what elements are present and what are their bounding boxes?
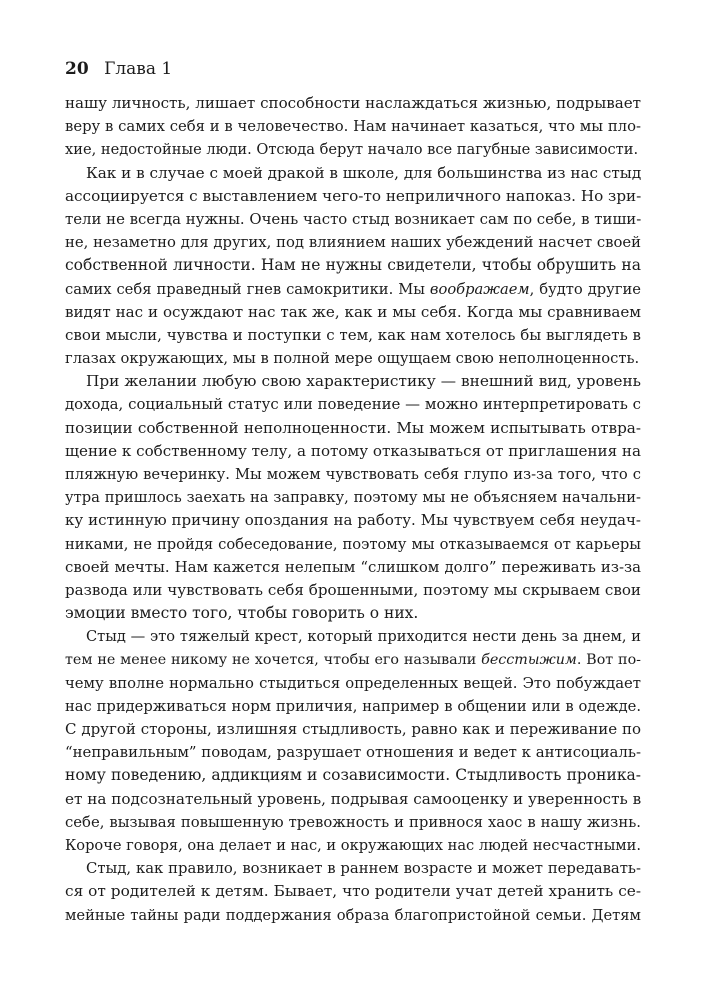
text-line: мейные тайны ради поддержания образа благопристойной семьи. Детям xyxy=(65,906,641,924)
text-line: своей мечты. Нам кажется нелепым “слишком долго” переживать из-за xyxy=(65,557,641,576)
text-fragment: самих себя праведный гнев самокритики. Мы xyxy=(65,280,430,298)
text-line: веру в самих себя и в человечество. Нам начинает казаться, что мы пло- xyxy=(65,118,641,136)
text-line: тели не всегда нужны. Очень часто стыд возникает сам по себе, в тиши- xyxy=(65,209,642,228)
text-line: дохода, социальный статус или поведение — можно интерпретировать с xyxy=(65,395,641,414)
text-line: Как и в случае с моей дракой в школе, для большинства из нас стыд xyxy=(86,163,642,182)
emphasized-word: воображаем xyxy=(429,280,530,298)
text-line: хие, недостойные люди. Отсюда берут начало все пагубные зависимости. xyxy=(65,141,639,159)
text-line: пляжную вечеринку. Мы можем чувствовать себя глупо из-за того, что с xyxy=(65,466,641,483)
text-line: позиции собственной неполноценности. Мы можем испытывать отвра- xyxy=(65,418,641,437)
text-line: эмоции вместо того, чтобы говорить о них. xyxy=(65,604,419,623)
text-line: щение к собственному телу, а потому отказываться от приглашения на xyxy=(65,441,641,460)
text-line: себе, вызывая повышенную тревожность и привнося хаос в нашу жизнь. xyxy=(65,813,641,831)
text-line: “неправильным” поводам, разрушает отношения и ведет к антисоциаль- xyxy=(65,743,641,762)
text-line: никами, не пройдя собеседование, поэтому мы отказываемся от карьеры xyxy=(65,535,641,553)
text-line: видят нас и осуждают нас так же, как и мы себя. Когда мы сравниваем xyxy=(65,302,641,321)
text-line: ассоциируется с выставлением чего-то неприличного напоказ. Но зри- xyxy=(65,186,642,205)
text-line xyxy=(65,649,641,672)
text-line: нашу личность, лишает способности наслаждаться жизнью, подрывает xyxy=(65,94,641,112)
body-text xyxy=(65,92,641,927)
text-fragment: . Вот по- xyxy=(576,651,642,668)
text-line: При желании любую свою характеристику — внешний вид, уровень xyxy=(86,372,641,391)
text-line: чему вполне нормально стыдиться определенных вещей. Это побуждает xyxy=(65,674,641,692)
text-fragment: , будто другие xyxy=(529,280,641,298)
text-fragment: тем не менее никому не хочется, чтобы его называли xyxy=(65,651,482,668)
page-number: 20 xyxy=(65,59,89,79)
text-line: ному поведению, аддикциям и созависимости. Стыдливость проника- xyxy=(65,766,641,785)
text-line: утра пришлось заехать на заправку, поэтому мы не объясняем начальни- xyxy=(65,489,641,507)
text-line: собственной личности. Нам не нужны свидетели, чтобы обрушить на xyxy=(65,256,641,275)
text-line: нас придерживаться норм приличия, например в общении или в одежде. xyxy=(65,697,641,715)
text-line: ку истинную причину опоздания на работу. Мы чувствуем себя неудач- xyxy=(65,511,641,530)
text-line: Короче говоря, она делает и нас, и окружающих нас людей несчастными. xyxy=(65,837,642,854)
text-line: Стыд, как правило, возникает в раннем возрасте и может передавать- xyxy=(86,860,641,878)
running-header xyxy=(65,59,172,79)
emphasized-word: бесстыжим xyxy=(481,651,577,668)
text-line xyxy=(65,278,641,301)
text-line: глазах окружающих, мы в полной мере ощущаем свою неполноценность. xyxy=(65,350,640,368)
text-line: С другой стороны, излишняя стыдливость, равно как и переживание по xyxy=(65,720,641,739)
text-line: ет на подсознательный уровень, подрывая самооценку и уверенность в xyxy=(65,789,642,808)
text-line: свои мысли, чувства и поступки с тем, как нам хотелось бы выглядеть в xyxy=(65,325,641,344)
chapter-title: Глава 1 xyxy=(104,59,173,79)
text-line: развода или чувствовать себя брошенными, поэтому мы скрываем свои xyxy=(65,580,641,599)
text-line: не, незаметно для других, под влиянием наших убеждений насчет своей xyxy=(65,234,641,252)
text-line: Стыд — это тяжелый крест, который приходится нести день за днем, и xyxy=(86,628,641,646)
text-line: ся от родителей к детям. Бывает, что родители учат детей хранить се- xyxy=(65,882,641,901)
